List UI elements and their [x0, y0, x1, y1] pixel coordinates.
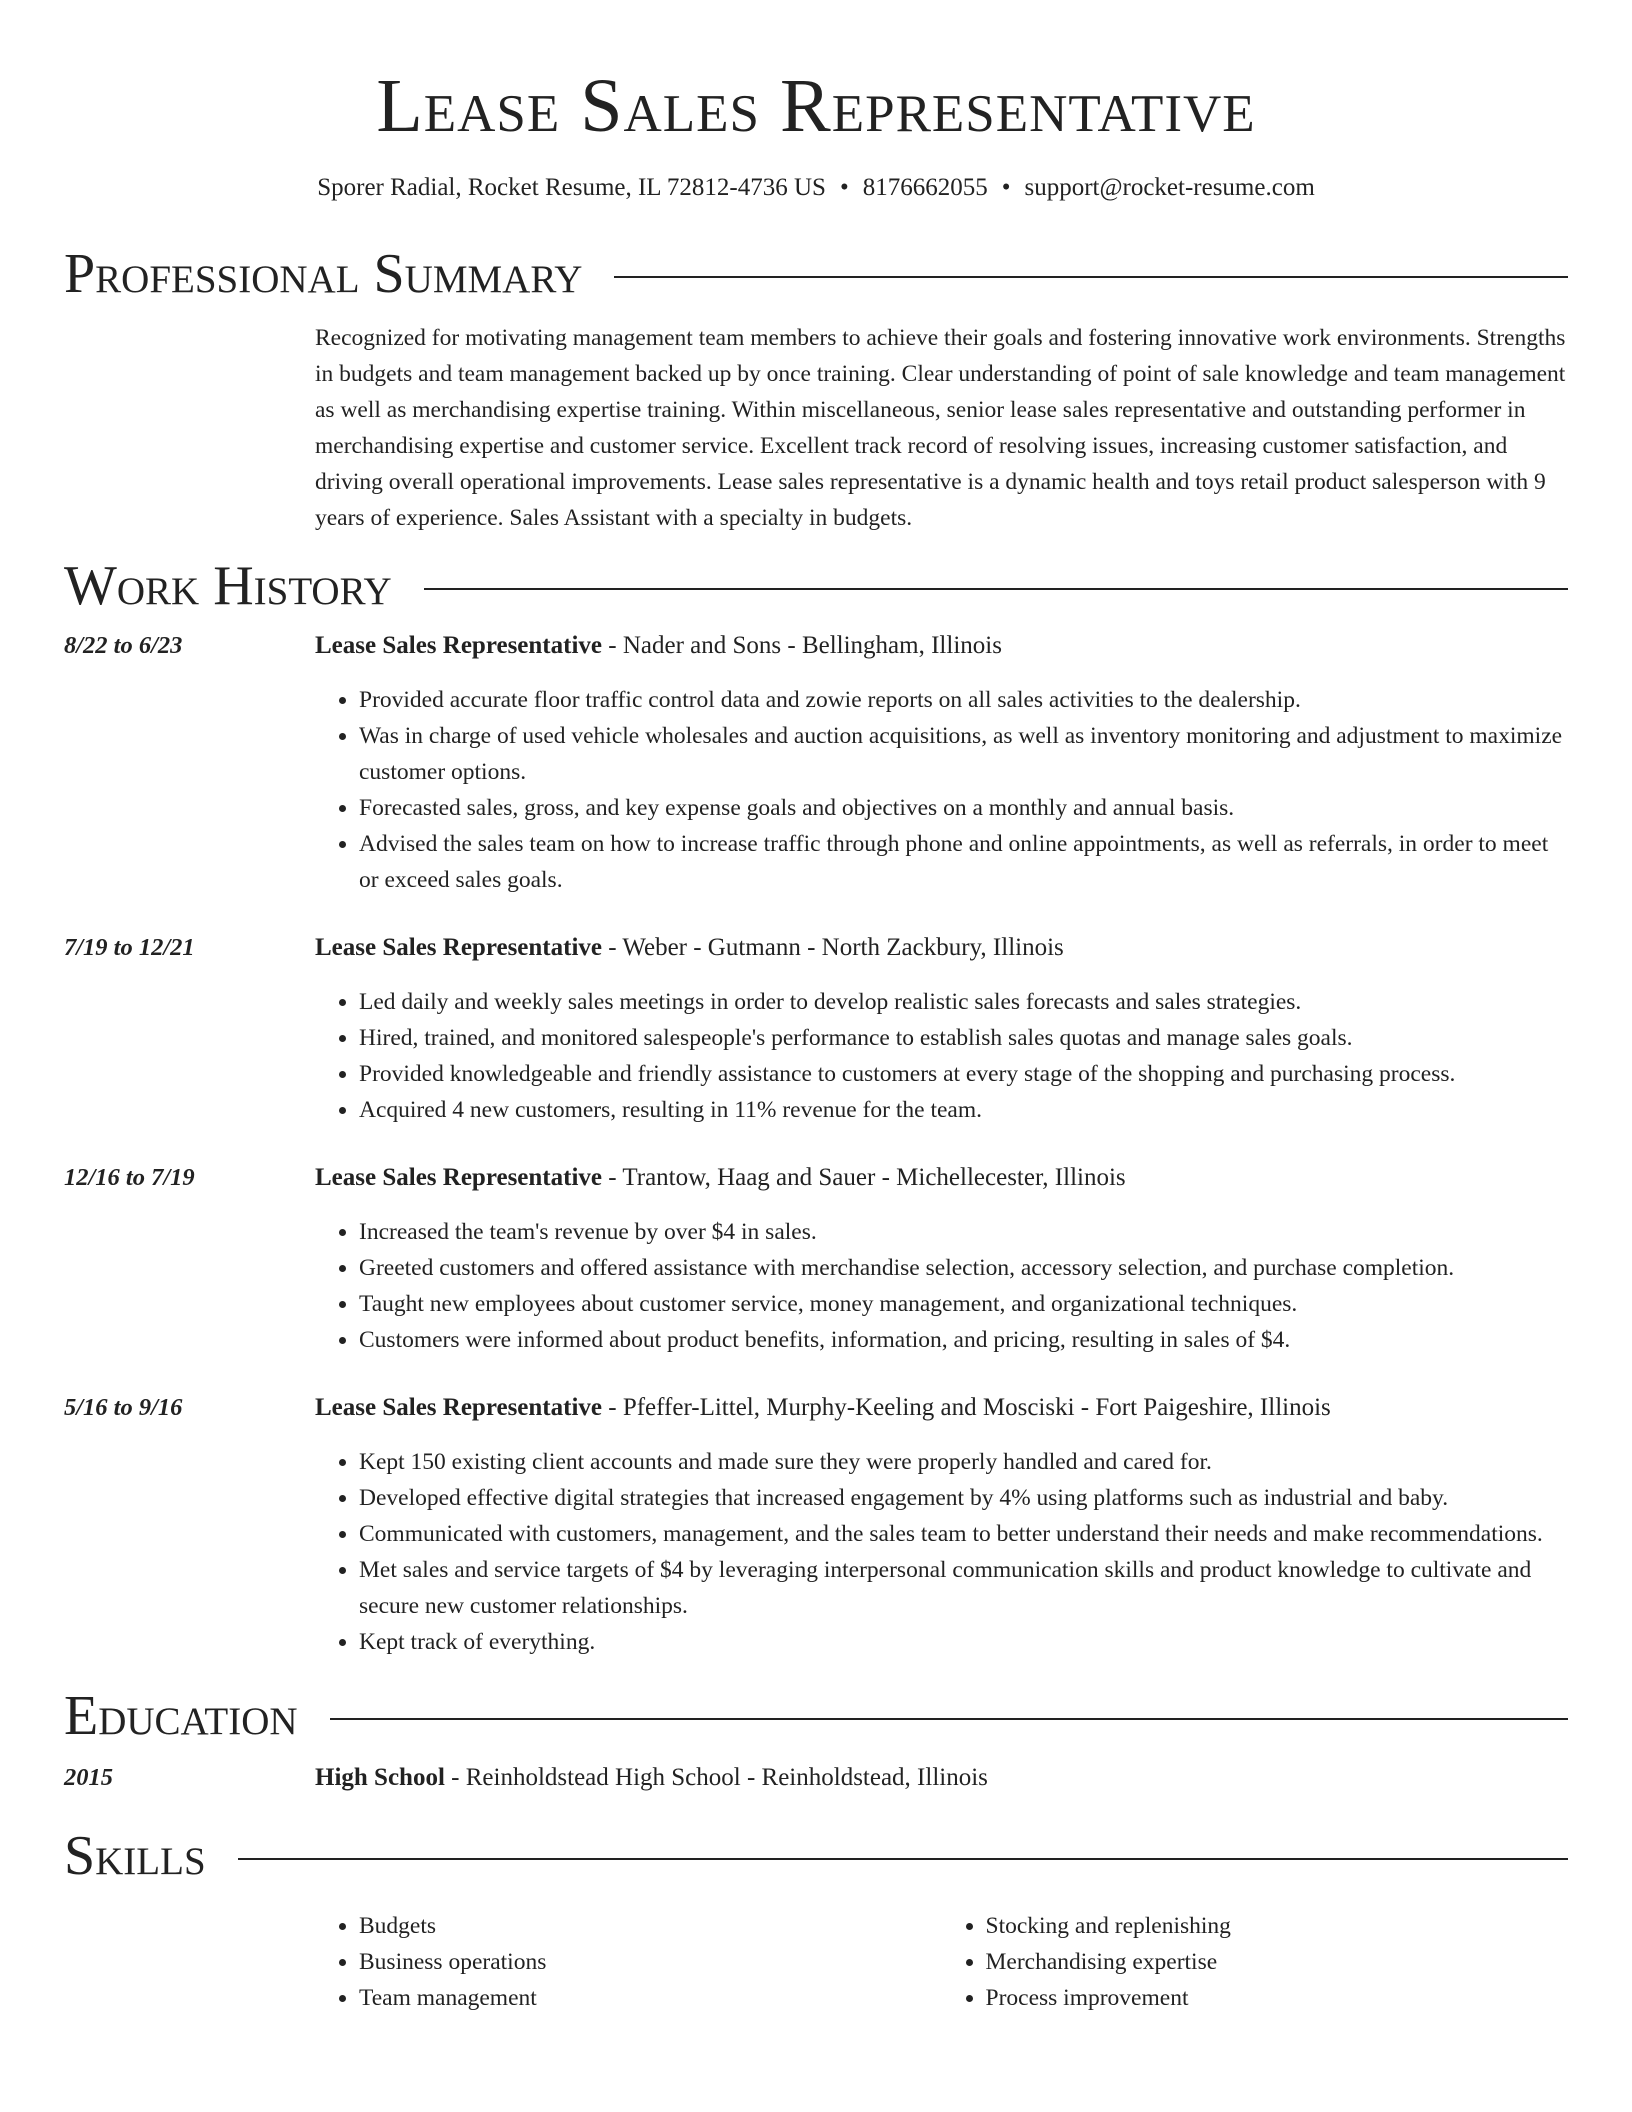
work-history-heading: Work History	[64, 555, 392, 617]
contact-separator: •	[1001, 174, 1011, 201]
job-entry	[64, 1390, 1568, 1660]
list-item: • Stocking and replenishing	[986, 1908, 1569, 1944]
education-degree: High School	[315, 1764, 445, 1791]
work-history-section-header	[64, 556, 1568, 616]
list-item: • Kept track of everything.	[359, 1624, 1568, 1660]
summary-heading: Professional Summary	[64, 243, 583, 305]
job-bullets	[315, 1444, 1568, 1660]
list-item: • Merchandising expertise	[986, 1944, 1569, 1980]
summary-text: Recognized for motivating management team members to achieve their goals and fostering innovative work environments. Strengths in budgets and team management backed up by once training. Clear understanding of point of sale knowledge and team management as well as merchandising expertise training. Within miscellaneous, senior lease sales representative and outstanding performer in merchandising expertise and customer service. Excellent track record of resolving issues, increasing customer satisfaction, and driving overall operational improvements. Lease sales representative is a dynamic health and toys retail product salesperson with 9 years of experience. Sales Assistant with a specialty in budgets.	[315, 325, 1566, 531]
education-details: - Reinholdstead High School - Reinholdstead, Illinois	[444, 1764, 988, 1791]
job-title-line	[315, 628, 1568, 664]
job-dates: 12/16 to 7/19	[64, 1164, 195, 1191]
list-item: • Acquired 4 new customers, resulting in 11% revenue for the team.	[359, 1092, 1568, 1128]
job-details: - Weber - Gutmann - North Zackbury, Illinois	[602, 934, 1064, 961]
list-item: • Kept 150 existing client accounts and made sure they were properly handled and cared for.	[359, 1444, 1568, 1480]
education-entry	[64, 1760, 1568, 1796]
job-dates: 8/22 to 6/23	[64, 632, 183, 659]
list-item: • Taught new employees about customer service, money management, and organizational techniques.	[359, 1286, 1568, 1322]
job-bullets	[315, 1214, 1568, 1358]
section-divider	[424, 588, 1568, 590]
section-divider	[330, 1718, 1568, 1720]
job-entry	[64, 1160, 1568, 1358]
education-body	[315, 1760, 1568, 1796]
list-item: • Met sales and service targets of $4 by leveraging interpersonal communication skills and product knowledge to cultivate and secure new customer relationships.	[359, 1552, 1568, 1624]
skills-list	[315, 1908, 1568, 2016]
candidate-name: Lease Sales Representative	[376, 64, 1256, 148]
list-item: • Provided accurate floor traffic control data and zowie reports on all sales activities to the dealership.	[359, 682, 1568, 718]
list-item: • Greeted customers and offered assistance with merchandise selection, accessory selection, and purchase completion.	[359, 1250, 1568, 1286]
list-item: • Communicated with customers, management, and the sales team to better understand their needs and make recommendations.	[359, 1516, 1568, 1552]
job-details: - Nader and Sons - Bellingham, Illinois	[602, 632, 1002, 659]
job-body	[315, 628, 1568, 898]
job-bullets	[315, 682, 1568, 898]
job-body	[315, 1390, 1568, 1660]
contact-email: support@rocket-resume.com	[1024, 174, 1315, 201]
job-title: Lease Sales Representative	[315, 1164, 602, 1191]
job-body	[315, 1160, 1568, 1358]
job-body	[315, 930, 1568, 1128]
education-line	[315, 1760, 1568, 1796]
education-heading: Education	[64, 1685, 298, 1747]
section-divider	[238, 1858, 1568, 1860]
job-title: Lease Sales Representative	[315, 1394, 602, 1421]
list-item: • Customers were informed about product benefits, information, and pricing, resulting in sales of $4.	[359, 1322, 1568, 1358]
job-dates: 7/19 to 12/21	[64, 934, 195, 961]
skills-column-left	[315, 1908, 942, 2016]
list-item: • Team management	[359, 1980, 942, 2016]
job-details: - Pfeffer-Littel, Murphy-Keeling and Mosciski - Fort Paigeshire, Illinois	[602, 1394, 1331, 1421]
education-section-header	[64, 1686, 1568, 1746]
education-year: 2015	[64, 1764, 113, 1791]
summary-section-header	[64, 244, 1568, 304]
job-title-line	[315, 930, 1568, 966]
job-details: - Trantow, Haag and Sauer - Michellecester, Illinois	[602, 1164, 1126, 1191]
skills-heading: Skills	[64, 1825, 206, 1887]
job-entry	[64, 930, 1568, 1128]
contact-address: Sporer Radial, Rocket Resume, IL 72812-4736 US	[317, 174, 826, 201]
contact-phone: 8176662055	[862, 174, 988, 201]
list-item: • Business operations	[359, 1944, 942, 1980]
list-item: • Advised the sales team on how to increase traffic through phone and online appointments, as well as referrals, in order to meet or exceed sales goals.	[359, 826, 1568, 898]
list-item: • Process improvement	[986, 1980, 1569, 2016]
resume-page	[64, 0, 1568, 2016]
list-item: • Provided knowledgeable and friendly assistance to customers at every stage of the shopping and purchasing process.	[359, 1056, 1568, 1092]
contact-line	[64, 172, 1568, 204]
list-item: • Was in charge of used vehicle wholesales and auction acquisitions, as well as inventory monitoring and adjustment to maximize customer options.	[359, 718, 1568, 790]
list-item: • Increased the team's revenue by over $4 in sales.	[359, 1214, 1568, 1250]
job-title-line	[315, 1390, 1568, 1426]
contact-separator: •	[839, 174, 849, 201]
list-item: • Hired, trained, and monitored salespeople's performance to establish sales quotas and manage sales goals.	[359, 1020, 1568, 1056]
skills-column-right	[942, 1908, 1569, 2016]
job-title: Lease Sales Representative	[315, 934, 602, 961]
job-dates: 5/16 to 9/16	[64, 1394, 183, 1421]
list-item: • Led daily and weekly sales meetings in order to develop realistic sales forecasts and sales strategies.	[359, 984, 1568, 1020]
job-title: Lease Sales Representative	[315, 632, 602, 659]
section-divider	[614, 276, 1568, 278]
list-item: • Forecasted sales, gross, and key expense goals and objectives on a monthly and annual basis.	[359, 790, 1568, 826]
job-title-line	[315, 1160, 1568, 1196]
skills-section-header	[64, 1826, 1568, 1886]
job-entry	[64, 628, 1568, 898]
list-item: • Developed effective digital strategies that increased engagement by 4% using platforms such as industrial and baby.	[359, 1480, 1568, 1516]
job-bullets	[315, 984, 1568, 1128]
list-item: • Budgets	[359, 1908, 942, 1944]
